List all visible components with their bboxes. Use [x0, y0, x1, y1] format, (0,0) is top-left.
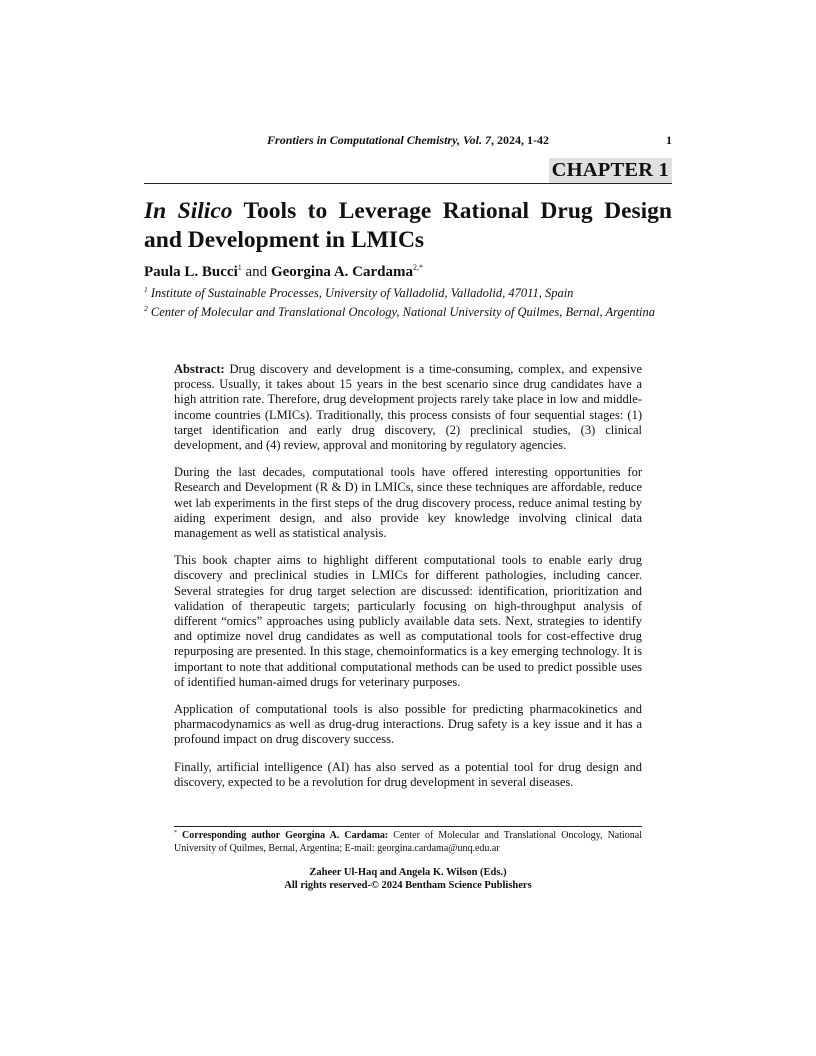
abstract-paragraph: Application of computational tools is also possible for predicting pharmacokinetics and pharmacodynamics as well as drug-drug interactions. Drug safety is a key issue and it has a profound impact on drug discovery success. [174, 702, 642, 747]
chapter-title-rest: Tools to Leverage Rational Drug Design and Development in LMICs [144, 198, 673, 253]
copyright-line: All rights reserved-© 2024 Bentham Science Publishers [284, 880, 532, 891]
journal-name: Frontiers in Computational Chemistry, Vol. [267, 133, 485, 147]
abstract-paragraph: During the last decades, computational tools have offered interesting opportunities for Research and Development (R & D) in LMICs, since these techniques are affordable, reduce wet lab experiments in the first steps of the drug discovery process, reduce animal testing by aiding experiment design, and also provide key knowledge involving clinical data management as well as statistical analysis. [174, 465, 642, 541]
abstract-label: Abstract: [174, 362, 225, 376]
footnote-mark: * [174, 830, 177, 836]
abstract-paragraph-text: Drug discovery and development is a time-consuming, complex, and expensive process. Usually, it takes about 15 years in the best scenario since drug candidates have a high attrition rate. Therefore, drug development projects rarely take place in low and middle-income countries (LMICs). Traditionally, this process consists of four sequential stages: (1) target identification and early drug discovery, (2) preclinical studies, (3) clinical development, and (4) review, approval and monitoring by regulatory agencies. [174, 362, 642, 453]
abstract [174, 362, 642, 802]
abstract-paragraph: This book chapter aims to highlight different computational tools to enable early drug discovery and preclinical studies in LMICs for different pathologies, including cancer. Several strategies for drug target selection are discussed: identification, prioritization and validation of therapeutic targets; particularly focusing on high-throughput analysis of different “omics” approaches using publicly available data sets. Next, strategies to identify and optimize novel drug candidates as well as computational tools for cost-effective drug repurposing are presented. In this stage, chemoinformatics is a key emerging technology. It is important to note that additional computational methods can be used to predict possible uses of identified human-aimed drugs for veterinary purposes. [174, 553, 642, 689]
affiliation-2-mark: 2 [144, 304, 148, 313]
affiliation-2-text: Center of Molecular and Translational Oncology, National University of Quilmes, Bernal, Argentina [147, 305, 656, 319]
author-1: Paula L. Bucci [144, 264, 238, 280]
chapter-divider [144, 183, 672, 184]
corresponding-author-footnote [174, 829, 642, 855]
abstract-paragraph [174, 362, 642, 453]
affiliation-1 [144, 285, 672, 301]
chapter-label-container [144, 158, 672, 183]
author-line [144, 263, 672, 281]
journal-volume: 7 [484, 133, 491, 147]
author-1-affil-mark: 1 [237, 263, 242, 272]
affiliation-1-text: Institute of Sustainable Processes, University of Valladolid, Valladolid, 47011, Spain [147, 286, 574, 300]
chapter-title-italic: In Silico [144, 198, 233, 224]
journal-citation [144, 133, 672, 148]
author-2-affil-mark: 2,* [413, 263, 424, 272]
editors-credit [144, 866, 672, 892]
footnote-label: Corresponding author Georgina A. Cardama: [177, 830, 389, 841]
chapter-label: CHAPTER 1 [549, 158, 672, 183]
author-connector: and [241, 264, 271, 280]
page-number: 1 [666, 133, 672, 147]
chapter-title [144, 197, 672, 255]
editors-names: Zaheer Ul-Haq and Angela K. Wilson (Eds.) [309, 867, 507, 878]
affiliation-2 [144, 304, 672, 320]
running-header [144, 133, 672, 149]
journal-year-pages: , 2024, 1-42 [490, 133, 549, 147]
abstract-paragraph: Finally, artificial intelligence (AI) has also served as a potential tool for drug design and discovery, expected to be a revolution for drug development in several diseases. [174, 759, 642, 789]
footnote-text: Center of Molecular and Translational Oncology, National University of Quilmes, Bernal, Argentina; E-mail: georgina.cardama@unq.edu.ar [174, 830, 643, 854]
affiliation-1-mark: 1 [144, 285, 148, 294]
author-2: Georgina A. Cardama [270, 264, 414, 280]
footnote-divider [174, 826, 642, 827]
